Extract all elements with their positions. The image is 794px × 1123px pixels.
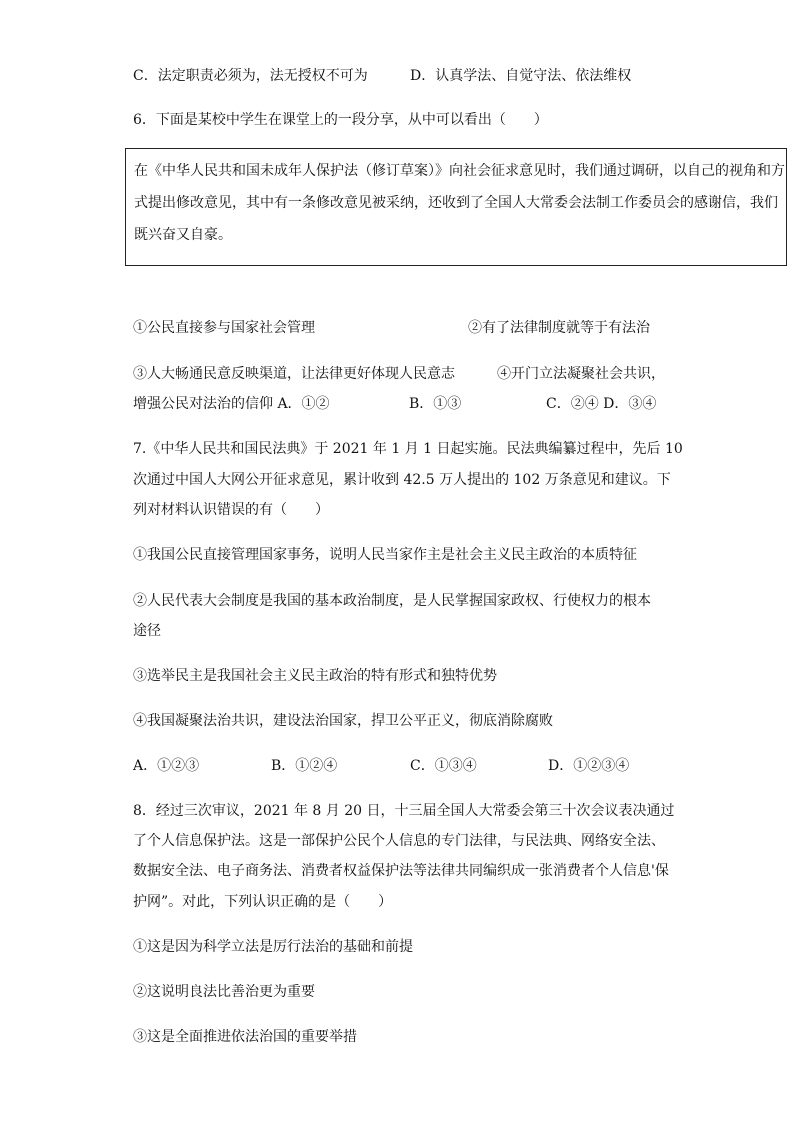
q6-option-b: B．①③ (409, 396, 462, 412)
q6-option-c-d: C．②④ D．③④ (546, 396, 657, 412)
q8-stem-line: 数据安全法、电子商务法、消费者权益保护法等法律共同编织成一张消费者个人信息'保 (133, 863, 669, 879)
q6-item-1: ①公民直接参与国家社会管理 (133, 320, 315, 336)
q6-material-box (125, 148, 787, 266)
q7-item-4: ④我国凝聚法治共识，建设法治国家，捍卫公平正义，彻底消除腐败 (133, 713, 553, 729)
q6-item-4-cont-option-a: 增强公民对法治的信仰 A．①② (133, 396, 330, 412)
q8-stem-line: 了个人信息保护法。这是一部保护公民个人信息的专门法律，与民法典、网络安全法、 (133, 833, 665, 849)
q5-option-c: C．法定职责必须为，法无授权不可为 (133, 68, 368, 84)
q6-material-line: 式提出修改意见，其中有一条修改意见被采纳，还收到了全国人大常委会法制工作委员会的感谢信，我们 (134, 195, 778, 211)
q6-item-4: ④开门立法凝聚社会共识， (497, 366, 665, 382)
q7-item-3: ③选举民主是我国社会主义民主政治的特有形式和独特优势 (133, 668, 497, 684)
q5-option-d: D．认真学法、自觉守法、依法维权 (410, 68, 632, 84)
q6-material-line: 在《中华人民共和国未成年人保护法（修订草案）》向社会征求意见时，我们通过调研，以自己的视角和方 (134, 163, 785, 179)
q8-item-1: ①这是因为科学立法是厉行法治的基础和前提 (133, 939, 413, 955)
q8-stem-line: 8．经过三次审议，2021 年 8 月 20 日，十三届全国人大常委会第三十次会议表决通过 (133, 803, 675, 819)
q7-stem-line: 次通过中国人大网公开征求意见，累计收到 42.5 万人提出的 102 万条意见和建议。下 (133, 472, 671, 488)
q7-item-2-cont: 途径 (133, 623, 161, 639)
q7-stem-line: 列对材料认识错误的有（ ） (133, 502, 329, 518)
q7-option-b: B．①②④ (271, 758, 338, 774)
q6-item-2: ②有了法律制度就等于有法治 (468, 320, 650, 336)
q8-item-3: ③这是全面推进依法治国的重要举措 (133, 1029, 357, 1045)
q7-item-2: ②人民代表大会制度是我国的基本政治制度，是人民掌握国家政权、行使权力的根本 (133, 593, 651, 609)
q7-option-d: D．①②③④ (548, 758, 630, 774)
q7-option-a: A．①②③ (133, 758, 200, 774)
q7-item-1: ①我国公民直接管理国家事务，说明人民当家作主是社会主义民主政治的本质特征 (133, 547, 637, 563)
q6-stem: 6．下面是某校中学生在课堂上的一段分享，从中可以看出（ ） (133, 112, 548, 128)
q8-item-2: ②这说明良法比善治更为重要 (133, 984, 315, 1000)
q7-option-c: C．①③④ (410, 758, 477, 774)
q6-item-3: ③人大畅通民意反映渠道，让法律更好体现人民意志 (133, 366, 455, 382)
q6-material-line: 既兴奋又自豪。 (134, 227, 232, 243)
q8-stem-line: 护网”。对此，下列认识正确的是（ ） (133, 894, 393, 910)
q7-stem-line: 7.《中华人民共和国民法典》于 2021 年 1 月 1 日起实施。民法典编纂过程中，先后 10 (133, 441, 683, 457)
